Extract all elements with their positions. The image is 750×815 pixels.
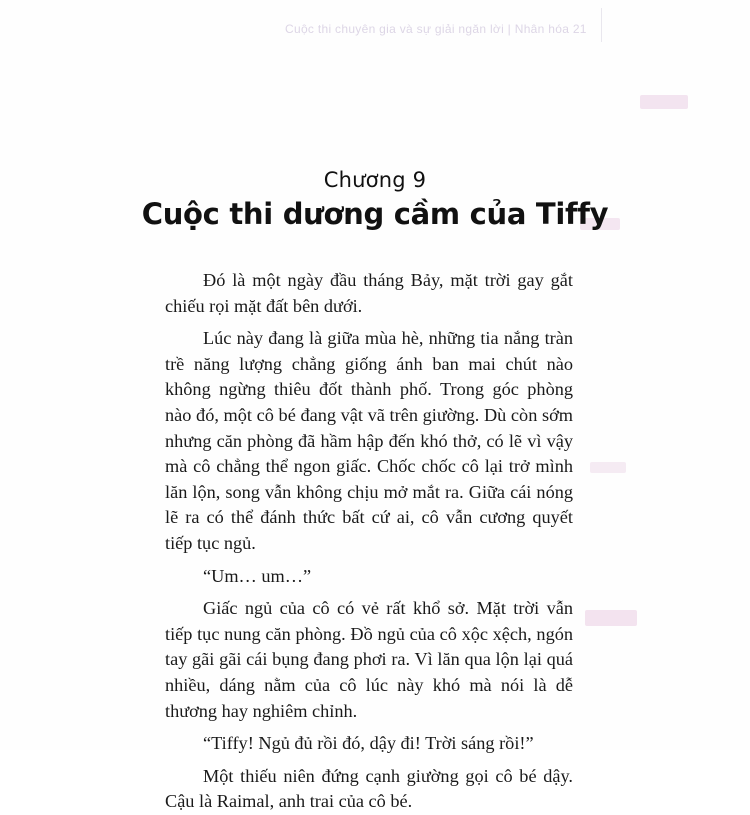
chapter-title: Cuộc thi dương cầm của Tiffy bbox=[141, 197, 609, 231]
chapter-body bbox=[165, 268, 573, 815]
bleed-through-patch bbox=[590, 462, 626, 473]
paragraph: “Tiffy! Ngủ đủ rồi đó, dậy đi! Trời sáng rồi!” bbox=[203, 733, 534, 754]
chapter-number: Chương 9 bbox=[323, 168, 427, 192]
paragraph: Lúc này đang là giữa mùa hè, những tia nắng tràn trề năng lượng chẳng giống ánh ban mai chút nào không ngừng thiêu đốt thành phố. Trong góc phòng nào đó, một cô bé đang vật vã trên giường. Dù còn sớm nhưng căn phòng đã hầm hập đến khó thở, có lẽ vì vậy mà cô chẳng thể ngon giấc. Chốc chốc cô lại trở mình lăn lộn, song vẫn không chịu mở mắt ra. Giữa cái nóng lẽ ra có thể đánh thức bất cứ ai, cô vẫn cương quyết tiếp tục ngủ. bbox=[165, 328, 573, 553]
paragraph: Đó là một ngày đầu tháng Bảy, mặt trời gay gắt chiếu rọi mặt đất bên dưới. bbox=[165, 270, 573, 316]
paragraph: Giấc ngủ của cô có vẻ rất khổ sở. Mặt trời vẫn tiếp tục nung căn phòng. Đồ ngủ của cô xộc xệch, ngón tay gãi gãi cái bụng đang phơi ra. Vì lăn qua lộn lại quá nhiều, dáng nằm của cô lúc này khó mà nói là dễ thương hay nghiêm chỉnh. bbox=[165, 598, 573, 721]
bleed-through-running-header: Cuộc thi chuyên gia và sự giải ngăn lời | Nhân hóa 21 bbox=[285, 22, 587, 36]
bleed-through-patch bbox=[585, 610, 637, 626]
bleed-through-patch bbox=[640, 95, 688, 109]
page-edge-line bbox=[601, 8, 602, 42]
paragraph: “Um… um…” bbox=[203, 565, 312, 586]
paragraph: Một thiếu niên đứng cạnh giường gọi cô bé dậy. Cậu là Raimal, anh trai của cô bé. bbox=[165, 765, 573, 812]
